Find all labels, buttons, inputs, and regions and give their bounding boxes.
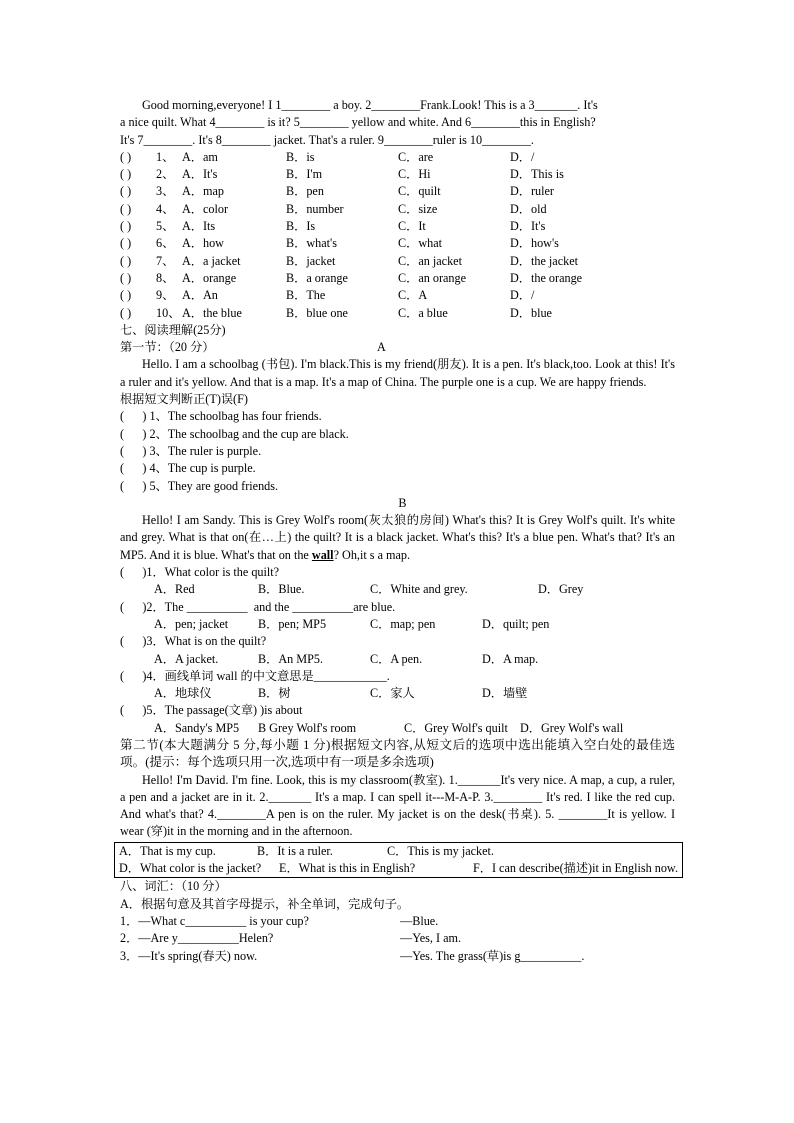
b-options: [120, 581, 675, 598]
b-options: [120, 616, 675, 633]
option-a: A．Sandy's MP5: [154, 720, 240, 735]
reading-section-title: 七、阅读理解(25分): [120, 322, 226, 337]
option-d: D．/: [510, 149, 535, 164]
option-d: D．Grey: [538, 582, 584, 597]
item-number: 9、: [156, 288, 175, 303]
cloze-options: [120, 149, 675, 322]
tf-item: ( ) 4、The cup is purple.: [120, 461, 256, 476]
cloze-item: [120, 287, 675, 304]
vocab-section-title: 八、词汇：（10 分）: [120, 879, 227, 894]
option-c: C．It: [398, 219, 426, 234]
option-b: B．An MP5.: [258, 651, 324, 666]
option-d: D．how's: [510, 236, 559, 251]
option-d: D．This is: [510, 167, 564, 182]
option-c: C．Hi: [398, 167, 431, 182]
box-option-f: F．I can describe(描述)it in English now.: [472, 861, 678, 876]
passage-a: Hello. I am a schoolbag (书包). I'm black.This is my friend(朋友). It is a pen. It's black,too. Look at this! It's a ruler and it's yellow. And that is a map. It's a map of China. The purple one is a cup. We are happy friends.: [120, 357, 675, 389]
answer-paren: ( ): [120, 305, 132, 320]
option-b: B．pen; MP5: [258, 616, 327, 631]
option-a: A．It's: [182, 167, 218, 182]
option-d: D．the orange: [510, 270, 583, 285]
cloze-line-3: It's 7________. It's 8________ jacket. That's a ruler. 9________ruler is 10________.: [120, 132, 534, 147]
part2-title: 第二节(本大题满分 5 分,每小题 1 分)根据短文内容,从短文后的选项中选出能填入空白处的最佳选项。(提示：每个选项只用一次,选项中有一项是多余选项): [120, 737, 675, 770]
vocab-answer: —Yes. The grass(草)is g__________.: [400, 948, 585, 963]
option-a: A．A jacket.: [154, 651, 219, 666]
vocab-question: 3．—It's spring(春天) now.: [120, 948, 258, 963]
answer-paren: ( ): [120, 236, 132, 251]
tf-item: ( ) 5、They are good friends.: [120, 478, 279, 493]
options-box: [114, 842, 683, 879]
passage-b-questions: [120, 564, 675, 737]
option-a: A．color: [182, 201, 229, 216]
option-b: B．Is: [286, 219, 316, 234]
option-b: B．number: [286, 201, 344, 216]
option-d: D．the jacket: [510, 253, 579, 268]
box-option-c: C．This is my jacket.: [387, 843, 494, 858]
tf-item: ( ) 3、The ruler is purple.: [120, 443, 262, 458]
option-b: B．jacket: [286, 253, 336, 268]
option-c: C．what: [398, 236, 443, 251]
b-question: ( )1．What color is the quilt?: [120, 565, 280, 580]
option-c: C．家人: [370, 686, 415, 701]
option-d: D．/: [510, 288, 535, 303]
vocab-answer: —Blue.: [400, 913, 439, 928]
answer-paren: ( ): [120, 288, 132, 303]
option-a: A．pen; jacket: [154, 616, 229, 631]
option-d: D．It's: [510, 219, 546, 234]
vocab-item: [120, 948, 675, 965]
box-option-b: B．It is a ruler.: [257, 843, 333, 858]
option-a: A．a jacket: [182, 253, 241, 268]
passage-b-text-end: ? Oh,it s a map.: [333, 547, 411, 562]
b-options: [120, 720, 675, 737]
cloze-item: [120, 218, 675, 235]
option-b: B．Blue.: [258, 582, 305, 597]
option-d: D．A map.: [482, 651, 539, 666]
item-number: 7、: [156, 253, 175, 268]
passage-c: Hello! I'm David. I'm fine. Look, this is my classroom(教室). 1._______It's very nice. A map, a cup, a ruler, a pen and a jacket are in it. 2._______ It's a map. I can spell it---M-A-P. 3.________ It's red. I like the red cup. And what's that? 4.________A pen is on the ruler. My jacket is on the desk(书桌). 5. ________It is yellow. I wear (穿)it in the morning and in the afternoon.: [120, 772, 675, 839]
answer-paren: ( ): [120, 149, 132, 164]
option-c: C．an jacket: [398, 253, 462, 268]
option-a: A．orange: [182, 270, 237, 285]
passage-b-text: Hello! I am Sandy. This is Grey Wolf's room(灰太狼的房间) What's this? It is Grey Wolf's quilt. It's white and grey. What is that on(在…上) the quilt? It is a black jacket. What's this? It's a blue pen. What's that? It's an MP5. And it is blue. What's that on the: [120, 513, 675, 562]
box-option-d: D．What color is the jacket?: [119, 861, 262, 876]
item-number: 4、: [156, 201, 175, 216]
vocab-item: [120, 913, 675, 930]
option-a: A．地球仪: [154, 686, 212, 701]
b-question: ( )4．画线单词 wall 的中文意思是____________.: [120, 668, 390, 683]
option-b: B．I'm: [286, 167, 323, 182]
passage-b: [120, 512, 675, 564]
box-row-1: [119, 843, 678, 860]
underlined-word-wall: wall: [311, 547, 334, 562]
option-a: A．the blue: [182, 305, 242, 320]
option-c: C．are: [398, 149, 434, 164]
cloze-item: [120, 201, 675, 218]
option-a: A．An: [182, 288, 218, 303]
option-a: A．map: [182, 184, 224, 199]
box-option-e: E．What is this in English?: [279, 861, 416, 876]
vocab-answer: —Yes, I am.: [400, 931, 462, 946]
option-d: D．blue: [510, 305, 552, 320]
option-d: D．ruler: [510, 184, 554, 199]
cloze-item: [120, 253, 675, 270]
item-number: 3、: [156, 184, 175, 199]
option-c: C．a blue: [398, 305, 448, 320]
option-b: B．树: [258, 686, 291, 701]
vocab-item: [120, 930, 675, 947]
b-question: ( )3．What is on the quilt?: [120, 634, 267, 649]
part1-header: [120, 339, 675, 356]
answer-paren: ( ): [120, 253, 132, 268]
option-c: C．size: [398, 201, 438, 216]
option-c: C．White and grey.: [370, 582, 468, 597]
option-c: C．map; pen: [370, 616, 436, 631]
item-number: 10、: [156, 305, 181, 320]
item-number: 2、: [156, 167, 175, 182]
option-c: C．A: [398, 288, 428, 303]
worksheet-page: [119, 97, 678, 965]
option-c: C．quilt: [398, 184, 441, 199]
passage-a-label: A: [377, 340, 386, 355]
box-row-2: [119, 860, 678, 877]
option-b: B．is: [286, 149, 315, 164]
option-b: B．The: [286, 288, 326, 303]
option-b: B．blue one: [286, 305, 348, 320]
item-number: 8、: [156, 270, 175, 285]
answer-paren: ( ): [120, 167, 132, 182]
tf-instruction: 根据短文判断正(T)误(F): [120, 392, 248, 407]
option-a: A．am: [182, 149, 218, 164]
part1-title: 第一节：（20 分）: [120, 340, 215, 355]
b-question: ( )2．The __________ and the __________are blue.: [120, 599, 396, 614]
cloze-item: [120, 149, 675, 166]
tf-questions: [120, 408, 675, 494]
option-b: B．a orange: [286, 270, 348, 285]
answer-paren: ( ): [120, 184, 132, 199]
option-b: B Grey Wolf's room: [258, 720, 357, 735]
option-c: C．A pen.: [370, 651, 423, 666]
cloze-item: [120, 235, 675, 252]
cloze-item: [120, 305, 675, 322]
option-b: B．what's: [286, 236, 337, 251]
passage-b-label: B: [398, 495, 407, 510]
option-b: B．pen: [286, 184, 324, 199]
b-options: [120, 685, 675, 702]
vocab-question: 2．—Are y__________Helen?: [120, 931, 274, 946]
tf-item: ( ) 1、The schoolbag has four friends.: [120, 409, 322, 424]
b-options: [120, 651, 675, 668]
box-option-a: A．That is my cup.: [119, 843, 216, 858]
b-question: ( )5．The passage(文章) )is about: [120, 703, 303, 718]
option-a: A．Its: [182, 219, 216, 234]
cloze-item: [120, 183, 675, 200]
vocab-instruction: A．根据句意及其首字母提示，补全单词，完成句子。: [120, 896, 410, 911]
cloze-line-2: a nice quilt. What 4________ is it? 5________ yellow and white. And 6________this in English?: [120, 115, 596, 130]
option-d: D．old: [510, 201, 547, 216]
answer-paren: ( ): [120, 201, 132, 216]
tf-item: ( ) 2、The schoolbag and the cup are black.: [120, 426, 349, 441]
option-a: A．Red: [154, 582, 195, 597]
option-a: A．how: [182, 236, 224, 251]
option-d: D．Grey Wolf's wall: [520, 720, 624, 735]
option-c: C．an orange: [398, 270, 467, 285]
option-d: D．quilt; pen: [482, 616, 550, 631]
answer-paren: ( ): [120, 219, 132, 234]
item-number: 1、: [156, 149, 175, 164]
vocab-question: 1．—What c__________ is your cup?: [120, 913, 309, 928]
option-c: C．Grey Wolf's quilt: [404, 720, 508, 735]
item-number: 5、: [156, 219, 175, 234]
option-d: D．墙壁: [482, 686, 528, 701]
cloze-item: [120, 270, 675, 287]
cloze-line-1: Good morning,everyone! I 1________ a boy. 2________Frank.Look! This is a 3_______. It's: [142, 98, 598, 112]
item-number: 6、: [156, 236, 175, 251]
cloze-item: [120, 166, 675, 183]
answer-paren: ( ): [120, 270, 132, 285]
